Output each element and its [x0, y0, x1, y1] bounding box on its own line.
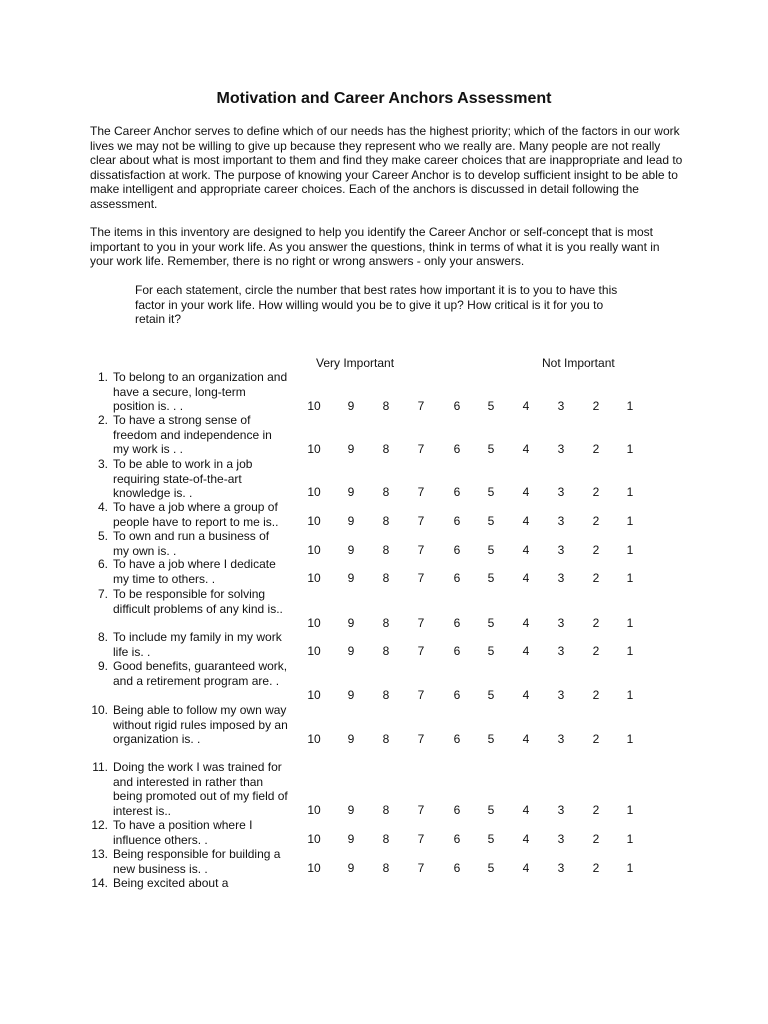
rating-option-3[interactable]: 3 [557, 616, 565, 630]
rating-option-9[interactable]: 9 [347, 803, 355, 817]
rating-option-8[interactable]: 8 [382, 616, 390, 630]
rating-option-4[interactable]: 4 [522, 832, 530, 846]
rating-option-2[interactable]: 2 [592, 644, 600, 658]
rating-option-10[interactable]: 10 [307, 543, 321, 557]
rating-option-10[interactable]: 10 [307, 644, 321, 658]
rating-option-10[interactable]: 10 [307, 514, 321, 528]
rating-option-5[interactable]: 5 [487, 644, 495, 658]
item-statement: Being responsible for building a new business is. . [113, 847, 281, 876]
rating-option-4[interactable]: 4 [522, 616, 530, 630]
rating-option-1[interactable]: 1 [626, 442, 634, 456]
rating-option-6[interactable]: 6 [453, 616, 461, 630]
rating-option-1[interactable]: 1 [626, 861, 634, 875]
item-statement: Good benefits, guaranteed work, and a retirement program are. . [113, 659, 288, 688]
rating-option-3[interactable]: 3 [557, 644, 565, 658]
rating-option-5[interactable]: 5 [487, 688, 495, 702]
rating-option-2[interactable]: 2 [592, 832, 600, 846]
rating-option-10[interactable]: 10 [307, 732, 321, 746]
rating-option-5[interactable]: 5 [487, 485, 495, 499]
rating-option-1[interactable]: 1 [626, 571, 634, 585]
rating-option-2[interactable]: 2 [592, 861, 600, 875]
rating-option-7[interactable]: 7 [417, 571, 425, 585]
rating-option-9[interactable]: 9 [347, 514, 355, 528]
rating-option-9[interactable]: 9 [347, 732, 355, 746]
rating-option-1[interactable]: 1 [626, 732, 634, 746]
rating-option-6[interactable]: 6 [453, 442, 461, 456]
rating-option-8[interactable]: 8 [382, 832, 390, 846]
rating-option-3[interactable]: 3 [557, 732, 565, 746]
rating-option-9[interactable]: 9 [347, 861, 355, 875]
rating-option-2[interactable]: 2 [592, 485, 600, 499]
rating-option-10[interactable]: 10 [307, 688, 321, 702]
rating-option-2[interactable]: 2 [592, 571, 600, 585]
rating-option-8[interactable]: 8 [382, 399, 390, 413]
rating-option-6[interactable]: 6 [453, 732, 461, 746]
rating-option-6[interactable]: 6 [453, 543, 461, 557]
rating-option-1[interactable]: 1 [626, 399, 634, 413]
item-statement: To have a position where I influence others. . [113, 818, 253, 847]
rating-option-3[interactable]: 3 [557, 543, 565, 557]
item-number: 7. [97, 587, 108, 601]
rating-option-9[interactable]: 9 [347, 832, 355, 846]
rating-option-6[interactable]: 6 [453, 571, 461, 585]
rating-option-2[interactable]: 2 [592, 688, 600, 702]
rating-option-5[interactable]: 5 [487, 571, 495, 585]
rating-option-9[interactable]: 9 [347, 399, 355, 413]
rating-option-8[interactable]: 8 [382, 861, 390, 875]
rating-option-6[interactable]: 6 [453, 399, 461, 413]
rating-option-10[interactable]: 10 [307, 803, 321, 817]
rating-option-4[interactable]: 4 [522, 688, 530, 702]
item-number: 12. [91, 818, 108, 832]
rating-option-1[interactable]: 1 [626, 485, 634, 499]
rating-option-1[interactable]: 1 [626, 688, 634, 702]
rating-option-1[interactable]: 1 [626, 543, 634, 557]
rating-option-10[interactable]: 10 [307, 442, 321, 456]
item-statement: To be responsible for solving difficult problems of any kind is.. [113, 587, 283, 616]
rating-option-7[interactable]: 7 [417, 861, 425, 875]
item-number: 3. [97, 457, 108, 471]
item-number: 11. [92, 760, 108, 774]
rating-option-10[interactable]: 10 [307, 832, 321, 846]
rating-option-6[interactable]: 6 [453, 832, 461, 846]
item-number: 8. [97, 630, 108, 644]
rating-option-8[interactable]: 8 [382, 688, 390, 702]
rating-option-4[interactable]: 4 [522, 644, 530, 658]
item-statement: To belong to an organization and have a secure, long-term position is. . . [113, 370, 288, 413]
rating-option-5[interactable]: 5 [487, 861, 495, 875]
rating-option-8[interactable]: 8 [382, 485, 390, 499]
item-number: 1. [97, 370, 108, 384]
rating-option-5[interactable]: 5 [487, 832, 495, 846]
rating-option-4[interactable]: 4 [522, 803, 530, 817]
rating-option-5[interactable]: 5 [487, 732, 495, 746]
item-statement: To have a strong sense of freedom and independence in my work is . . [113, 413, 272, 456]
rating-option-2[interactable]: 2 [592, 399, 600, 413]
rating-option-6[interactable]: 6 [453, 803, 461, 817]
rating-option-8[interactable]: 8 [382, 543, 390, 557]
rating-option-2[interactable]: 2 [592, 543, 600, 557]
item-statement: To include my family in my work life is. . [113, 630, 282, 659]
rating-option-7[interactable]: 7 [417, 616, 425, 630]
rating-option-5[interactable]: 5 [487, 543, 495, 557]
rating-option-2[interactable]: 2 [592, 803, 600, 817]
item-number: 13. [91, 847, 108, 861]
rating-option-1[interactable]: 1 [626, 832, 634, 846]
rating-option-10[interactable]: 10 [307, 485, 321, 499]
rating-option-6[interactable]: 6 [453, 644, 461, 658]
rating-option-9[interactable]: 9 [347, 543, 355, 557]
rating-option-8[interactable]: 8 [382, 442, 390, 456]
rating-option-8[interactable]: 8 [382, 732, 390, 746]
instructions-paragraph: For each statement, circle the number that best rates how important it is to you to have this factor in your work life. How willing would you be to give it up? How critical is it for you to retain it? [135, 283, 618, 326]
rating-option-3[interactable]: 3 [557, 571, 565, 585]
item-statement: Doing the work I was trained for and interested in rather than being promoted out of my field of interest is.. [113, 760, 288, 818]
rating-option-5[interactable]: 5 [487, 514, 495, 528]
rating-option-3[interactable]: 3 [557, 514, 565, 528]
rating-option-7[interactable]: 7 [417, 399, 425, 413]
very-important-label: Very Important [316, 356, 395, 370]
rating-option-10[interactable]: 10 [307, 861, 321, 875]
rating-option-7[interactable]: 7 [417, 644, 425, 658]
rating-option-9[interactable]: 9 [347, 688, 355, 702]
rating-option-3[interactable]: 3 [557, 485, 565, 499]
item-statement: Being excited about a [113, 876, 229, 890]
document-title: Motivation and Career Anchors Assessment [216, 90, 552, 107]
rating-option-10[interactable]: 10 [307, 571, 321, 585]
item-statement: To have a job where I dedicate my time to others. . [113, 557, 276, 586]
rating-option-1[interactable]: 1 [626, 514, 634, 528]
rating-option-2[interactable]: 2 [592, 514, 600, 528]
rating-option-4[interactable]: 4 [522, 732, 530, 746]
item-number: 5. [97, 529, 108, 543]
item-number: 14. [91, 876, 108, 890]
rating-option-4[interactable]: 4 [522, 543, 530, 557]
rating-option-3[interactable]: 3 [557, 861, 565, 875]
rating-option-3[interactable]: 3 [557, 803, 565, 817]
item-number: 10. [91, 703, 108, 717]
rating-option-7[interactable]: 7 [417, 803, 425, 817]
rating-option-6[interactable]: 6 [453, 485, 461, 499]
rating-option-9[interactable]: 9 [347, 571, 355, 585]
rating-option-7[interactable]: 7 [417, 442, 425, 456]
rating-option-3[interactable]: 3 [557, 442, 565, 456]
rating-option-4[interactable]: 4 [522, 571, 530, 585]
rating-option-9[interactable]: 9 [347, 616, 355, 630]
rating-option-6[interactable]: 6 [453, 688, 461, 702]
rating-option-6[interactable]: 6 [453, 514, 461, 528]
not-important-label: Not Important [542, 356, 615, 370]
intro-paragraph: The Career Anchor serves to define which of our needs has the highest priority; which of the factors in our work lives we may not be willing to give up because they represent who we really are. Many people are not really clear about what is most important to them and find they make career choices that are inappropriate and lead to dissatisfaction at work. The purpose of knowing your Career Anchor is to develop sufficient insight to be able to make intelligent and appropriate career choices. Each of the anchors is discussed in detail following the assessment. [90, 124, 683, 211]
item-number: 2. [97, 413, 108, 427]
rating-option-1[interactable]: 1 [626, 616, 634, 630]
rating-option-5[interactable]: 5 [487, 616, 495, 630]
rating-option-8[interactable]: 8 [382, 571, 390, 585]
rating-option-2[interactable]: 2 [592, 732, 600, 746]
item-number: 6. [97, 557, 108, 571]
rating-option-3[interactable]: 3 [557, 399, 565, 413]
rating-option-7[interactable]: 7 [417, 832, 425, 846]
item-statement: To be able to work in a job requiring state-of-the-art knowledge is. . [113, 457, 253, 500]
item-statement: To own and run a business of my own is. . [113, 529, 270, 558]
item-statement: Being able to follow my own way without rigid rules imposed by an organization is. . [113, 703, 288, 746]
rating-option-3[interactable]: 3 [557, 688, 565, 702]
item-number: 9. [97, 659, 108, 673]
rating-option-1[interactable]: 1 [626, 644, 634, 658]
item-statement: To have a job where a group of people have to report to me is.. [113, 500, 279, 529]
rating-option-9[interactable]: 9 [347, 644, 355, 658]
rating-option-10[interactable]: 10 [307, 616, 321, 630]
rating-option-8[interactable]: 8 [382, 514, 390, 528]
rating-option-10[interactable]: 10 [307, 399, 321, 413]
rating-option-4[interactable]: 4 [522, 514, 530, 528]
rating-option-4[interactable]: 4 [522, 485, 530, 499]
rating-option-4[interactable]: 4 [522, 399, 530, 413]
rating-option-7[interactable]: 7 [417, 543, 425, 557]
item-number: 4. [97, 500, 108, 514]
rating-option-9[interactable]: 9 [347, 485, 355, 499]
rating-option-7[interactable]: 7 [417, 732, 425, 746]
rating-option-4[interactable]: 4 [522, 442, 530, 456]
inventory-paragraph: The items in this inventory are designed to help you identify the Career Anchor or self-concept that is most important to you in your work life. As you answer the questions, think in terms of what it is you really want in your work life. Remember, there is no right or wrong answers - only your answers. [90, 225, 660, 268]
rating-option-4[interactable]: 4 [522, 861, 530, 875]
rating-option-5[interactable]: 5 [487, 399, 495, 413]
rating-option-1[interactable]: 1 [626, 803, 634, 817]
rating-option-5[interactable]: 5 [487, 803, 495, 817]
rating-option-8[interactable]: 8 [382, 644, 390, 658]
rating-option-2[interactable]: 2 [592, 442, 600, 456]
rating-option-5[interactable]: 5 [487, 442, 495, 456]
rating-option-7[interactable]: 7 [417, 514, 425, 528]
rating-option-7[interactable]: 7 [417, 485, 425, 499]
rating-option-7[interactable]: 7 [417, 688, 425, 702]
rating-option-8[interactable]: 8 [382, 803, 390, 817]
rating-option-9[interactable]: 9 [347, 442, 355, 456]
rating-option-6[interactable]: 6 [453, 861, 461, 875]
rating-option-3[interactable]: 3 [557, 832, 565, 846]
rating-option-2[interactable]: 2 [592, 616, 600, 630]
